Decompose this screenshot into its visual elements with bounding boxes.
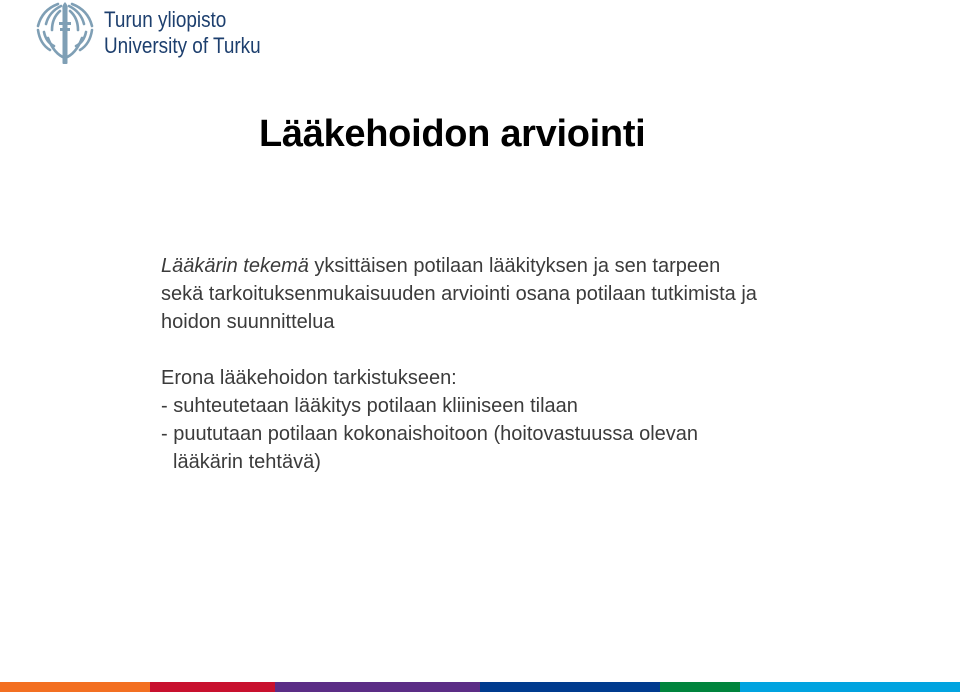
slide-title: Lääkehoidon arviointi — [259, 113, 646, 155]
footer-segment — [660, 682, 740, 692]
difference-paragraph — [161, 364, 921, 476]
footer-segment — [480, 682, 660, 692]
footer-segment — [150, 682, 275, 692]
difference-item-2-continued: lääkärin tehtävä) — [173, 451, 321, 473]
definition-line-1-rest: yksittäisen potilaan lääkityksen ja sen tarpeen — [308, 255, 721, 277]
footer-segment — [740, 682, 960, 692]
definition-paragraph — [161, 252, 921, 336]
torch-emblem-icon — [34, 2, 96, 68]
university-logo — [34, 2, 274, 68]
footer-color-bar — [0, 682, 960, 692]
definition-line-3: hoidon suunnittelua — [161, 311, 335, 333]
difference-heading: Erona lääkehoidon tarkistukseen: — [161, 367, 457, 389]
definition-line-2: sekä tarkoituksenmukaisuuden arviointi osana potilaan tutkimista ja — [161, 283, 757, 305]
footer-segment — [0, 682, 150, 692]
definition-lead: Lääkärin tekemä — [161, 255, 309, 277]
footer-segment — [275, 682, 480, 692]
slide-body — [161, 252, 921, 476]
university-name-finnish: Turun yliopisto — [104, 7, 227, 32]
university-name-english: University of Turku — [104, 33, 261, 58]
difference-item-1: - suhteutetaan lääkitys potilaan kliiniseen tilaan — [161, 395, 578, 417]
difference-item-2: - puututaan potilaan kokonaishoitoon (hoitovastuussa olevan — [161, 423, 699, 445]
definition-line-1 — [161, 255, 720, 277]
